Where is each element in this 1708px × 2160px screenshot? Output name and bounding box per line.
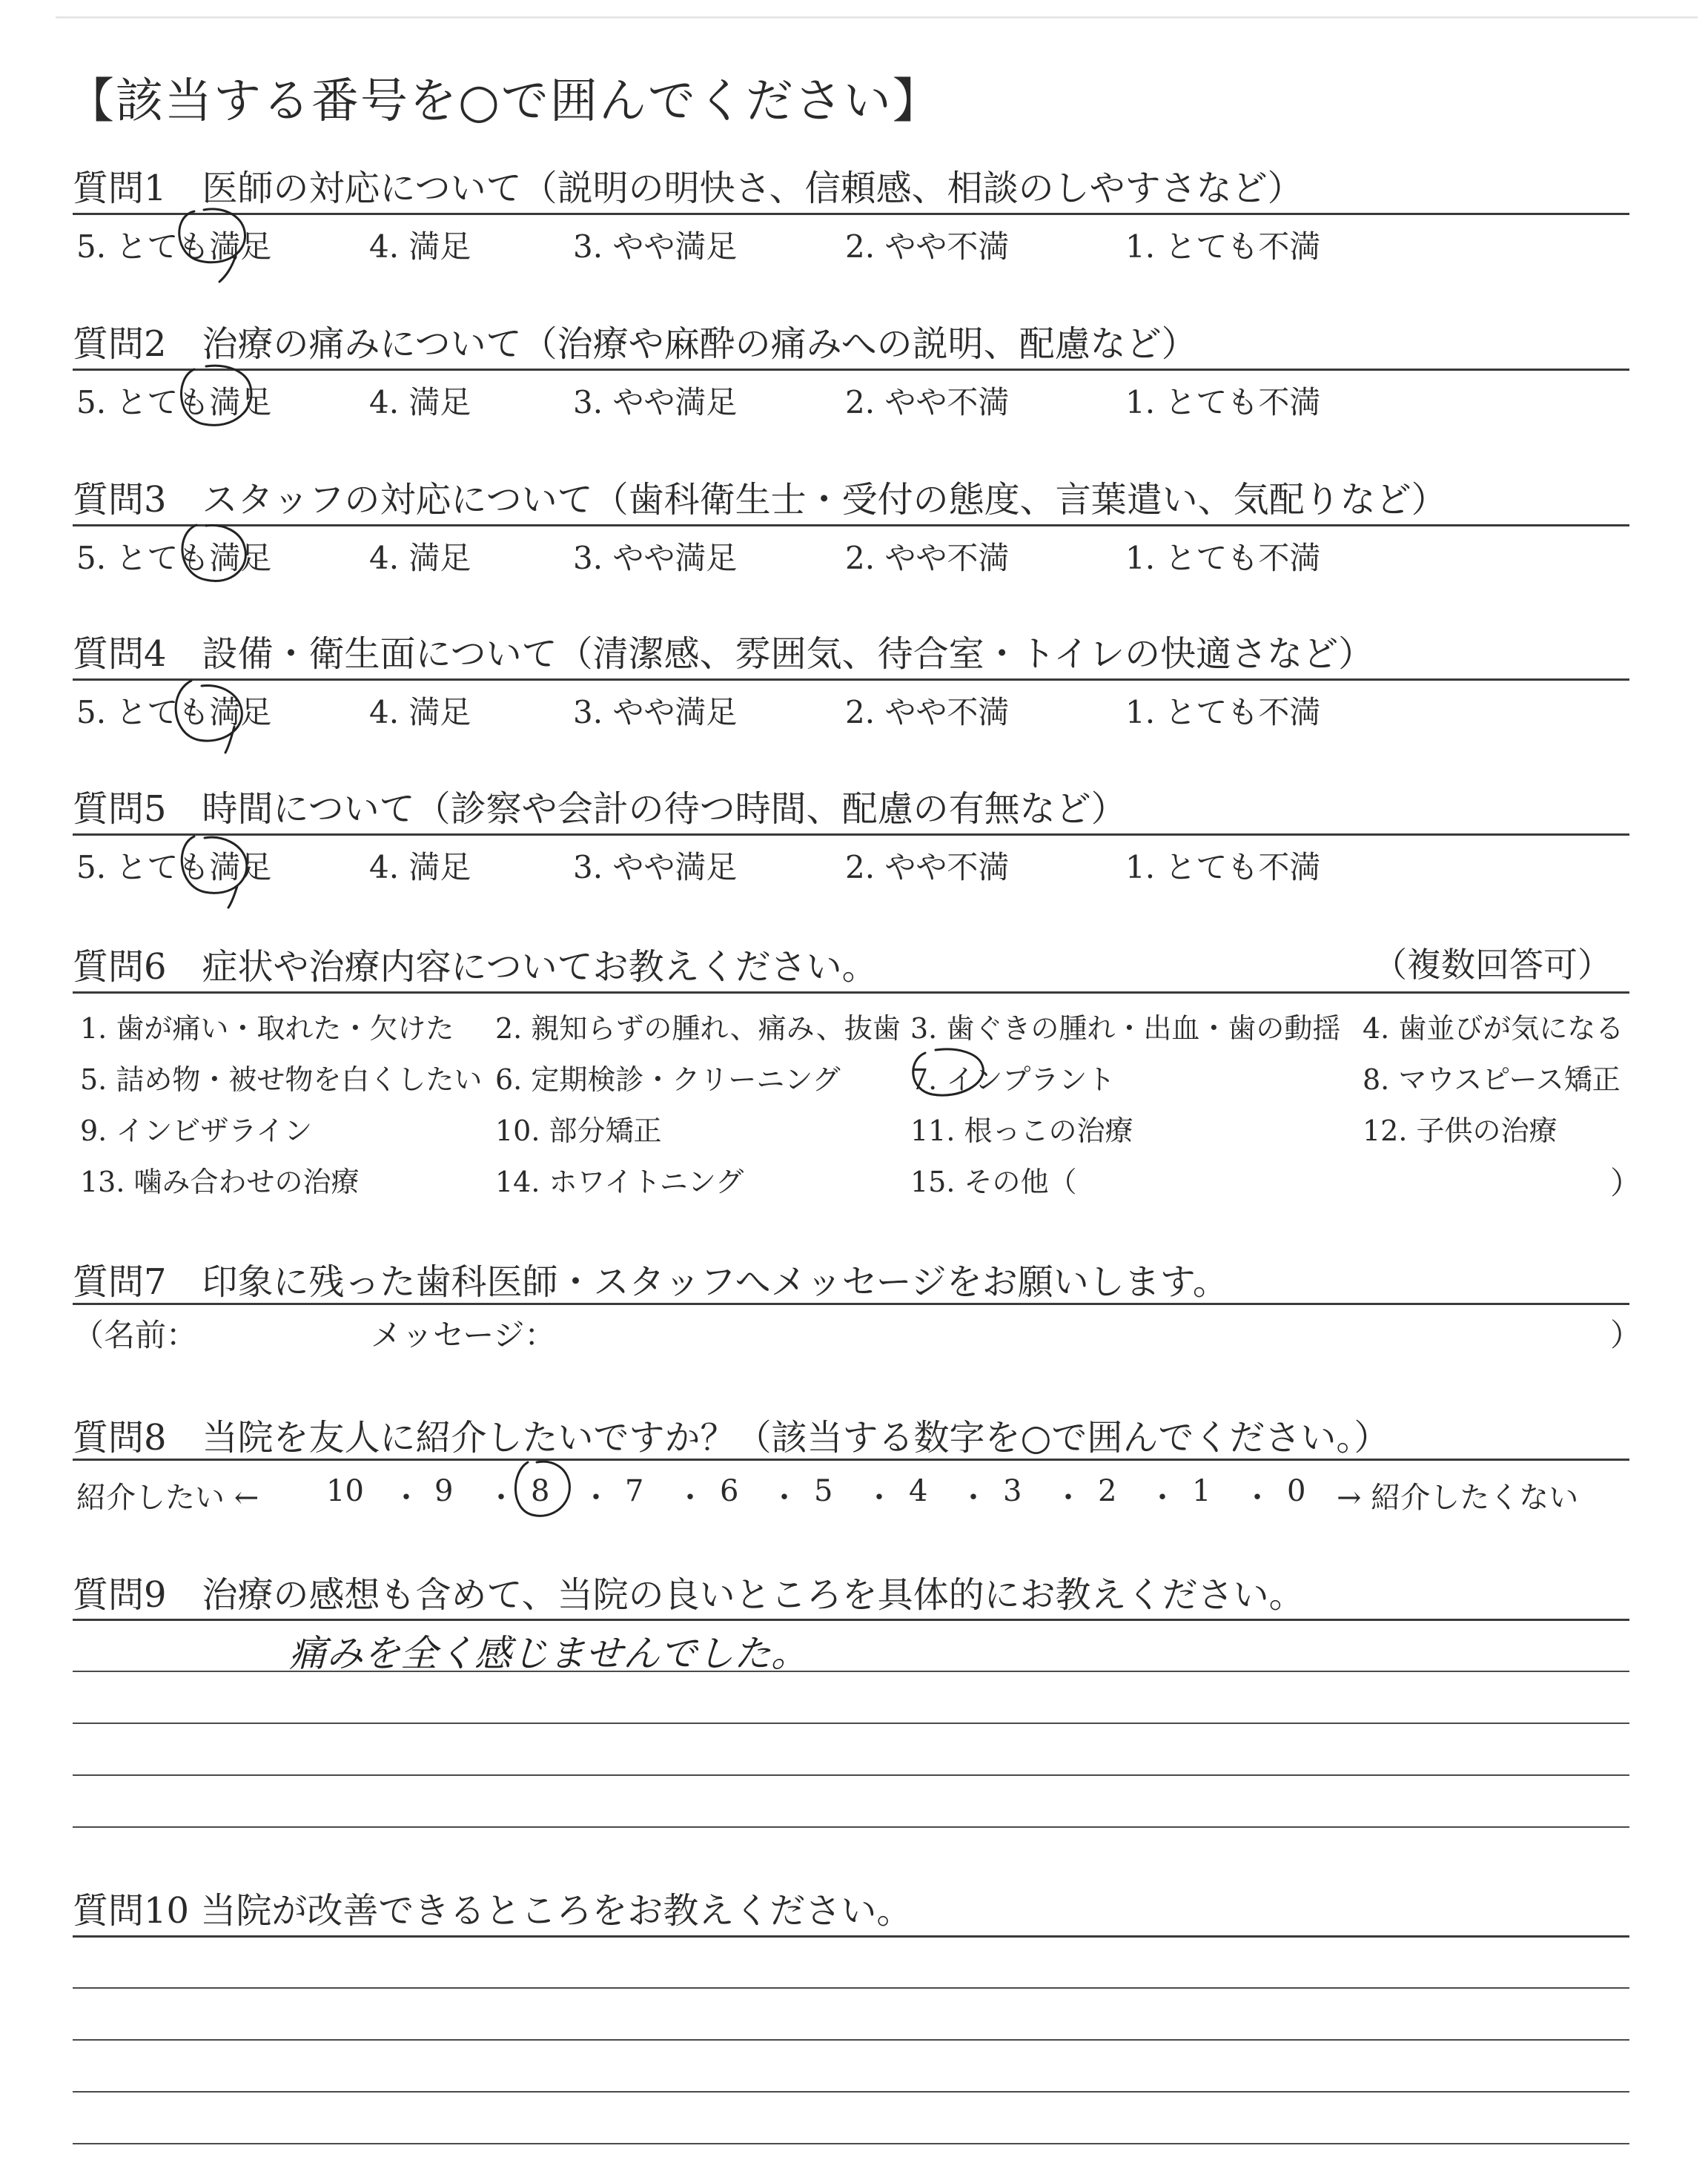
q8-heading: 質問8 当院を友人に紹介したいですか？（該当する数字を○で囲んでください。） [73,1417,1390,1459]
q9-answer-line-3 [73,1774,1629,1776]
q1-rule [73,213,1629,215]
q10-answer-line-1 [73,1987,1629,1989]
q5-heading: 質問5 時間について（診察や会計の待つ時間、配慮の有無など） [73,788,1127,830]
q8-scale-5[interactable]: 5 [814,1474,833,1508]
q5-option-1[interactable]: 1. とても不満 [1125,849,1321,885]
q6-option-15[interactable]: 15. その他（ [910,1166,1077,1198]
q3-option-1[interactable]: 1. とても不満 [1125,540,1321,576]
form-title: 【該当する番号を○で囲んでください】 [67,74,941,129]
q8-scale-9[interactable]: 9 [434,1474,454,1508]
q1-option-3[interactable]: 3. やや満足 [573,228,738,265]
q8-right-label: → 紹介したくない [1337,1481,1579,1515]
q10-answer-line-3 [73,2091,1629,2093]
q3-heading: 質問3 スタッフの対応について（歯科衛生士・受付の態度、言葉遣い、気配りなど） [73,479,1447,521]
q7-name-label: （名前： [73,1317,198,1353]
q3-option-2[interactable]: 2. やや不満 [845,540,1010,576]
q3-option-3[interactable]: 3. やや満足 [573,540,738,576]
q4-option-1[interactable]: 1. とても不満 [1125,694,1321,730]
q1-heading: 質問1 医師の対応について（説明の明快さ、信頼感、相談のしやすさなど） [73,168,1303,209]
q6-option-9[interactable]: 9. インビザライン [80,1114,313,1147]
q6-option-3[interactable]: 3. 歯ぐきの腫れ・出血・歯の動揺 [910,1012,1341,1045]
q2-option-4[interactable]: 4. 満足 [369,384,471,420]
q6-option-10[interactable]: 10. 部分矯正 [495,1114,662,1147]
q2-option-1[interactable]: 1. とても不満 [1125,384,1321,420]
q5-option-4[interactable]: 4. 満足 [369,849,471,885]
q2-heading: 質問2 治療の痛みについて（治療や麻酔の痛みへの説明、配慮など） [73,323,1197,365]
q1-option-1[interactable]: 1. とても不満 [1125,228,1321,265]
scan-top-edge [56,16,1698,19]
q1-option-5[interactable]: 5. とても満足 [76,228,272,265]
q3-option-5[interactable]: 5. とても満足 [76,540,272,576]
q8-scale-8[interactable]: 8 [531,1474,550,1508]
q6-option-1[interactable]: 1. 歯が痛い・取れた・欠けた [80,1012,454,1045]
q3-rule [73,524,1629,526]
q10-rule [73,1935,1629,1938]
q5-option-5[interactable]: 5. とても満足 [76,849,272,885]
q9-answer-line-2 [73,1723,1629,1724]
q8-scale-4[interactable]: 4 [909,1474,928,1508]
q8-scale-0[interactable]: 0 [1287,1474,1306,1508]
q6-option-7[interactable]: 7. インプラント [910,1063,1116,1096]
q8-scale-3[interactable]: 3 [1003,1474,1022,1508]
q10-heading: 質問10 当院が改善できるところをお教えください。 [73,1890,913,1932]
q7-close-paren: ） [1610,1317,1642,1353]
q8-scale-1[interactable]: 1 [1192,1474,1211,1508]
q4-option-5[interactable]: 5. とても満足 [76,694,272,730]
q4-option-3[interactable]: 3. やや満足 [573,694,738,730]
q8-scale-10[interactable]: 10 [326,1474,364,1508]
q6-option-2[interactable]: 2. 親知らずの腫れ、痛み、抜歯 [495,1012,901,1045]
q9-rule [73,1619,1629,1621]
q4-option-4[interactable]: 4. 満足 [369,694,471,730]
q1-option-2[interactable]: 2. やや不満 [845,228,1010,265]
q10-answer-line-2 [73,2039,1629,2041]
q6-option-8[interactable]: 8. マウスピース矯正 [1363,1063,1621,1096]
q9-handwritten-answer[interactable]: 痛みを全く感じませんでした。 [289,1632,808,1675]
q10-answer-line-4 [73,2143,1629,2144]
q6-option-4[interactable]: 4. 歯並びが気になる [1363,1012,1624,1045]
q2-option-2[interactable]: 2. やや不満 [845,384,1010,420]
q6-option-6[interactable]: 6. 定期検診・クリーニング [495,1063,841,1096]
q5-option-2[interactable]: 2. やや不満 [845,849,1010,885]
q8-left-label: 紹介したい ← [76,1481,259,1515]
q8-scale-2[interactable]: 2 [1098,1474,1117,1508]
q2-rule [73,369,1629,371]
q6-option-5[interactable]: 5. 詰め物・被せ物を白くしたい [80,1063,483,1096]
q8-scale-6[interactable]: 6 [720,1474,739,1508]
q7-heading: 質問7 印象に残った歯科医師・スタッフへメッセージをお願いします。 [73,1261,1228,1303]
q1-option-4[interactable]: 4. 満足 [369,228,471,265]
q9-answer-line-4 [73,1826,1629,1828]
q6-option-14[interactable]: 14. ホワイトニング [495,1166,744,1198]
q5-rule [73,833,1629,836]
q6-option-13[interactable]: 13. 噛み合わせの治療 [80,1166,360,1198]
q6-option-11[interactable]: 11. 根っこの治療 [910,1114,1133,1147]
q2-option-3[interactable]: 3. やや満足 [573,384,738,420]
q4-option-2[interactable]: 2. やや不満 [845,694,1010,730]
q4-rule [73,678,1629,681]
q8-scale: 紹介したい ← 10 ・ 9 ・ 8 ・ 7 ・ 6 ・ 5 ・ 4 ・ 3 ・ 2 ・ 1 ・ 0 → 紹介したくない [76,1474,1579,1515]
q2-option-5[interactable]: 5. とても満足 [76,384,272,420]
q7-rule [73,1303,1629,1305]
q8-rule [73,1459,1629,1461]
q6-heading: 質問6 症状や治療内容についてお教えください。 [73,946,878,988]
q9-heading: 質問9 治療の感想も含めて、当院の良いところを具体的にお教えください。 [73,1574,1305,1616]
q3-option-4[interactable]: 4. 満足 [369,540,471,576]
q6-rule [73,991,1629,994]
q5-option-3[interactable]: 3. やや満足 [573,849,738,885]
q6-multiple-note: （複数回答可） [1373,945,1612,985]
q6-other-close-paren: ） [1610,1165,1642,1201]
q4-heading: 質問4 設備・衛生面について（清潔感、雰囲気、待合室・トイレの快適さなど） [73,633,1374,675]
q6-option-12[interactable]: 12. 子供の治療 [1363,1114,1558,1147]
q7-message-label: メッセージ： [371,1317,556,1353]
q8-scale-7[interactable]: 7 [625,1474,644,1508]
